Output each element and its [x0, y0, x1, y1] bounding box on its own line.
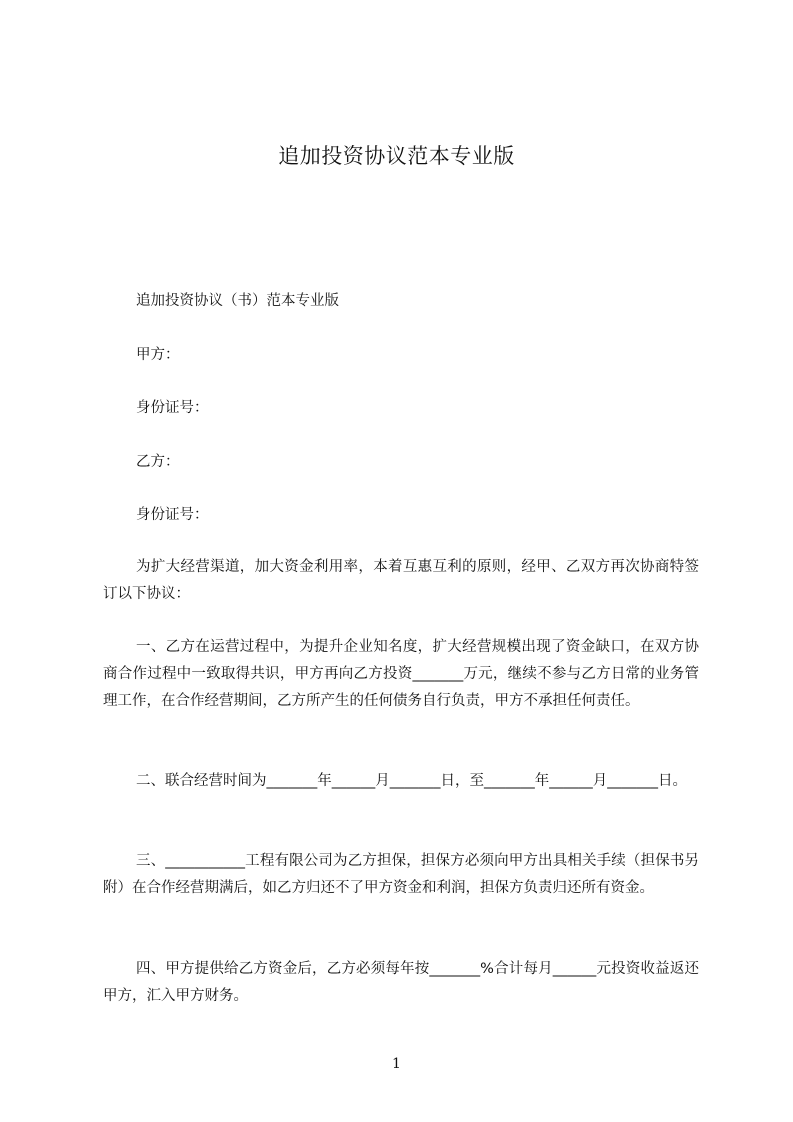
- clause-3-paragraph: 三、___________工程有限公司为乙方担保，担保方必须向甲方出具相关手续（担保书另附）在合作经营期满后，如乙方归还不了甲方资金和利润，担保方负责归还所有资金。: [103, 853, 699, 897]
- preamble-paragraph: 为扩大经营渠道，加大资金利用率，本着互惠互利的原则，经甲、乙双方再次协商特签订以下协议：: [103, 559, 699, 603]
- document-subtitle: 追加投资协议（书）范本专业版: [136, 293, 339, 309]
- clause-4-paragraph: 四、甲方提供给乙方资金后，乙方必须每年按_______%合计每月______元投资收益返还甲方，汇入甲方财务。: [103, 961, 699, 1005]
- clause-1-paragraph: 一、乙方在运营过程中，为提升企业知名度，扩大经营规模出现了资金缺口，在双方协商合作过程中一致取得共识，甲方再向乙方投资_______万元，继续不参与乙方日常的业务管理工作，在合作经营期间，乙方所产生的任何债务自行负责，甲方不承担任何责任。: [103, 639, 699, 710]
- party-b-field: 乙方：: [136, 454, 180, 470]
- party-a-id-field: 身份证号：: [136, 400, 209, 416]
- clause-2-paragraph: 二、联合经营时间为_______年______月_______日，至_______年______月_______日。: [136, 773, 687, 789]
- party-a-field: 甲方：: [136, 347, 180, 363]
- page-number: 1: [392, 1056, 401, 1072]
- party-b-id-field: 身份证号：: [136, 507, 209, 523]
- document-title: 追加投资协议范本专业版: [278, 144, 515, 168]
